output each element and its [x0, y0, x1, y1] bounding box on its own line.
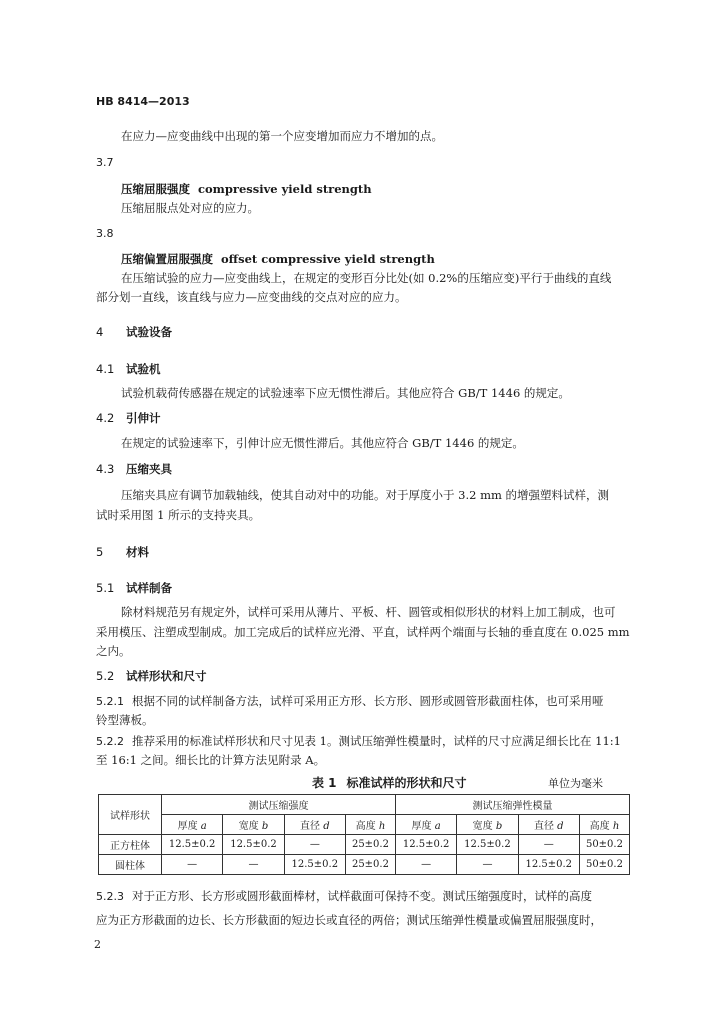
specimen-table [98, 794, 630, 875]
cell: — [457, 855, 518, 875]
clause-number: 5.2.2 [96, 735, 124, 748]
clause-title: 试样形状和尺寸 [126, 669, 207, 683]
clause-3-8-definition-line2: 部分划一直线，该直线与应力—应变曲线的交点对应的应力。 [96, 290, 407, 304]
table-subheader-row [99, 815, 630, 835]
group-compressive-strength: 测试压缩强度 [162, 795, 396, 815]
table-unit: 单位为毫米 [548, 777, 603, 790]
cell: 12.5±0.2 [395, 835, 456, 855]
group-compressive-modulus: 测试压缩弹性模量 [395, 795, 629, 815]
table-label: 表 1 [312, 776, 337, 790]
clause-3-8-term [121, 251, 435, 267]
sub-height: 高度 h [345, 815, 395, 835]
clause-text: 推荐采用的标准试样形状和尺寸见表 1。测试压缩弹性模量时，试样的尺寸应满足细长比在 11:1 [132, 734, 621, 748]
sub-width: 宽度 b [223, 815, 284, 835]
section-title: 材料 [126, 545, 149, 559]
table-header-row [99, 795, 630, 815]
clause-4-1-heading [96, 361, 161, 377]
clause-5-2-3-line2: 应为正方形截面的边长、长方形截面的短边长或直径的两倍；测试压缩弹性模量或偏置屈服强度时， [96, 913, 602, 927]
cell: — [518, 835, 579, 855]
clause-number: 4.1 [96, 362, 115, 376]
clause-5-2-heading [96, 668, 207, 684]
cell-shape: 圆柱体 [99, 855, 162, 875]
clause-4-1-text: 试验机载荷传感器在规定的试验速率下应无惯性滞后。其他应符合 GB/T 1446 的规定。 [121, 386, 570, 400]
clause-5-2-2-line2: 至 16:1 之间。细长比的计算方法见附录 A。 [96, 753, 326, 767]
clause-number: 5.2.1 [96, 695, 124, 708]
table-caption [312, 774, 467, 791]
cell: — [395, 855, 456, 875]
sub-thickness: 厚度 a [162, 815, 223, 835]
cell: — [284, 835, 345, 855]
term-chinese: 压缩屈服强度 [121, 182, 190, 196]
clause-3-7-term [121, 181, 372, 197]
clause-3-8-definition-line1: 在压缩试验的应力—应变曲线上，在规定的变形百分比处(如 0.2%的压缩应变)平行于曲线的直线 [121, 271, 612, 285]
cell: — [223, 855, 284, 875]
clause-5-1-text-line3: 之内。 [96, 644, 131, 658]
clause-4-3-heading [96, 461, 172, 477]
clause-4-3-text-line1: 压缩夹具应有调节加载轴线，使其自动对中的功能。对于厚度小于 3.2 mm 的增强塑料试样，测 [121, 488, 610, 502]
sub-height: 高度 h [579, 815, 629, 835]
table-row [99, 835, 630, 855]
sub-thickness: 厚度 a [395, 815, 456, 835]
cell: 25±0.2 [345, 855, 395, 875]
term-english: compressive yield strength [198, 182, 372, 196]
cell: 12.5±0.2 [457, 835, 518, 855]
clause-title: 引伸计 [126, 411, 161, 425]
clause-number: 5.1 [96, 581, 115, 595]
cell: 12.5±0.2 [284, 855, 345, 875]
clause-title: 试样制备 [126, 581, 172, 595]
clause-4-3-text-line2: 试时采用图 1 所示的支持夹具。 [96, 508, 261, 522]
clause-5-2-3-line1 [96, 888, 592, 904]
clause-5-1-heading [96, 580, 172, 596]
section-number: 5 [96, 545, 104, 559]
clause-3-8-number: 3.8 [96, 227, 114, 240]
section-title: 试验设备 [126, 325, 172, 339]
clause-5-1-text-line2: 采用模压、注塑成型制成。加工完成后的试样应光滑、平直，试样两个端面与长轴的垂直度在 0.025 mm [96, 625, 630, 639]
clause-text: 对于正方形、长方形或圆形截面棒材，试样截面可保持不变。测试压缩强度时，试样的高度 [132, 889, 592, 903]
page-number: 2 [94, 938, 101, 951]
clause-5-2-2-line1 [96, 733, 621, 749]
section-number: 4 [96, 325, 104, 339]
clause-5-1-text-line1: 除材料规范另有规定外，试样可采用从薄片、平板、杆、圆管或相似形状的材料上加工制成，也可 [121, 605, 616, 619]
clause-5-2-1-line2: 铃型薄板。 [96, 713, 154, 727]
clause-4-2-heading [96, 410, 161, 426]
cell: 50±0.2 [579, 855, 629, 875]
cell: 12.5±0.2 [518, 855, 579, 875]
sub-diameter: 直径 d [284, 815, 345, 835]
clause-number: 4.2 [96, 411, 115, 425]
cell: 50±0.2 [579, 835, 629, 855]
clause-5-2-1-line1 [96, 693, 604, 709]
clause-3-7-number: 3.7 [96, 156, 114, 169]
section-4-heading [96, 324, 172, 340]
clause-3-6-continuation: 在应力—应变曲线中出现的第一个应变增加而应力不增加的点。 [121, 129, 443, 143]
clause-number: 5.2.3 [96, 890, 124, 903]
table-title: 标准试样的形状和尺寸 [346, 776, 467, 790]
clause-number: 4.3 [96, 462, 115, 476]
cell: 12.5±0.2 [162, 835, 223, 855]
clause-number: 5.2 [96, 669, 115, 683]
table-row [99, 855, 630, 875]
term-chinese: 压缩偏置屈服强度 [121, 252, 213, 266]
sub-diameter: 直径 d [518, 815, 579, 835]
section-5-heading [96, 544, 149, 560]
clause-title: 压缩夹具 [126, 462, 172, 476]
cell-shape: 正方柱体 [99, 835, 162, 855]
standard-code-header: HB 8414—2013 [96, 95, 190, 108]
term-english: offset compressive yield strength [221, 252, 435, 266]
clause-3-7-definition: 压缩屈服点处对应的应力。 [121, 201, 259, 215]
col-shape-header: 试样形状 [99, 795, 162, 835]
cell: 12.5±0.2 [223, 835, 284, 855]
clause-text: 根据不同的试样制备方法，试样可采用正方形、长方形、圆形或圆管形截面柱体，也可采用哑 [132, 694, 604, 708]
clause-4-2-text: 在规定的试验速率下，引伸计应无惯性滞后。其他应符合 GB/T 1446 的规定。 [121, 436, 524, 450]
cell: — [162, 855, 223, 875]
cell: 25±0.2 [345, 835, 395, 855]
sub-width: 宽度 b [457, 815, 518, 835]
clause-title: 试验机 [126, 362, 161, 376]
